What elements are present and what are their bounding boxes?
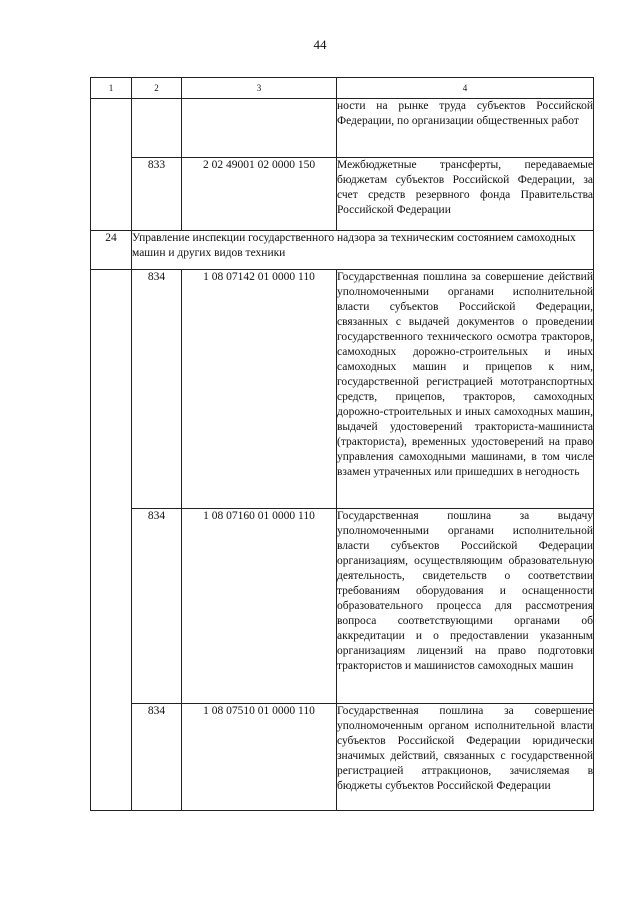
kbk-code-cell: 1 08 07510 01 0000 110 <box>182 704 337 811</box>
income-name-cell: Межбюджетные трансферты, передаваемые бюджетам субъектов Российской Федерации, за счет средств резервного фонда Правительства Российской Федерации <box>337 158 594 231</box>
table-row <box>91 158 594 231</box>
section-title: Управление инспекции государственного надзора за техническим состоянием самоходных машин и других видов техники <box>132 231 594 270</box>
classification-table <box>90 77 594 811</box>
kbk-code-cell: 2 02 49001 02 0000 150 <box>182 158 337 231</box>
income-name-cell: Государственная пошлина за совершение действий уполномоченными органами исполнительной власти субъектов Российской Федерации, связанных с выдачей документов о проведении государственного технического осмотра тракторов, самоходных дорожно-строительных и иных самоходных машин и прицепов к ним, государственной регистрацией мототранспортных средств, прицепов, тракторов, самоходных дорожно-строительных и иных самоходных машин, выдачей удостоверений тракториста-машиниста (тракториста), временных удостоверений на право управления самоходными машинами, в том числе взамен утраченных или пришедших в негодность <box>337 270 594 509</box>
table-row <box>91 509 594 704</box>
kbk-code-cell: 1 08 07142 01 0000 110 <box>182 270 337 509</box>
admin-code-cell: 834 <box>132 704 182 811</box>
section-number-cell-empty <box>91 270 132 811</box>
section-number: 24 <box>91 231 132 270</box>
header-col-2: 2 <box>132 78 182 99</box>
admin-code-cell <box>132 99 182 158</box>
income-name-cell: ности на рынке труда субъектов Российской Федерации, по организации общественных работ <box>337 99 594 158</box>
header-col-1: 1 <box>91 78 132 99</box>
section-header-row <box>91 231 594 270</box>
kbk-code-cell: 1 08 07160 01 0000 110 <box>182 509 337 704</box>
table-header-row <box>91 78 594 99</box>
table-row <box>91 99 594 158</box>
income-name-cell: Государственная пошлина за совершение уполномоченным органом исполнительной власти субъектов Российской Федерации юридически значимых действий, связанных с государственной регистрацией аттракционов, зачисляемая в бюджеты субъектов Российской Федерации <box>337 704 594 811</box>
kbk-code-cell <box>182 99 337 158</box>
admin-code-cell: 834 <box>132 509 182 704</box>
table-row <box>91 704 594 811</box>
admin-code-cell: 833 <box>132 158 182 231</box>
header-col-4: 4 <box>337 78 594 99</box>
header-col-3: 3 <box>182 78 337 99</box>
income-name-cell: Государственная пошлина за выдачу уполномоченными органами исполнительной власти субъектов Российской Федерации организациям, осуществляющим образовательную деятельность, свидетельств о соответствии требованиям оборудования и оснащенности образовательного процесса для рассмотрения вопроса соответствующими органами об аккредитации и о предоставлении указанным организациям лицензий на право подготовки трактористов и машинистов самоходных машин <box>337 509 594 704</box>
page-number: 44 <box>313 37 327 52</box>
section-number-cell-empty <box>91 99 132 231</box>
table-row <box>91 270 594 509</box>
admin-code-cell: 834 <box>132 270 182 509</box>
